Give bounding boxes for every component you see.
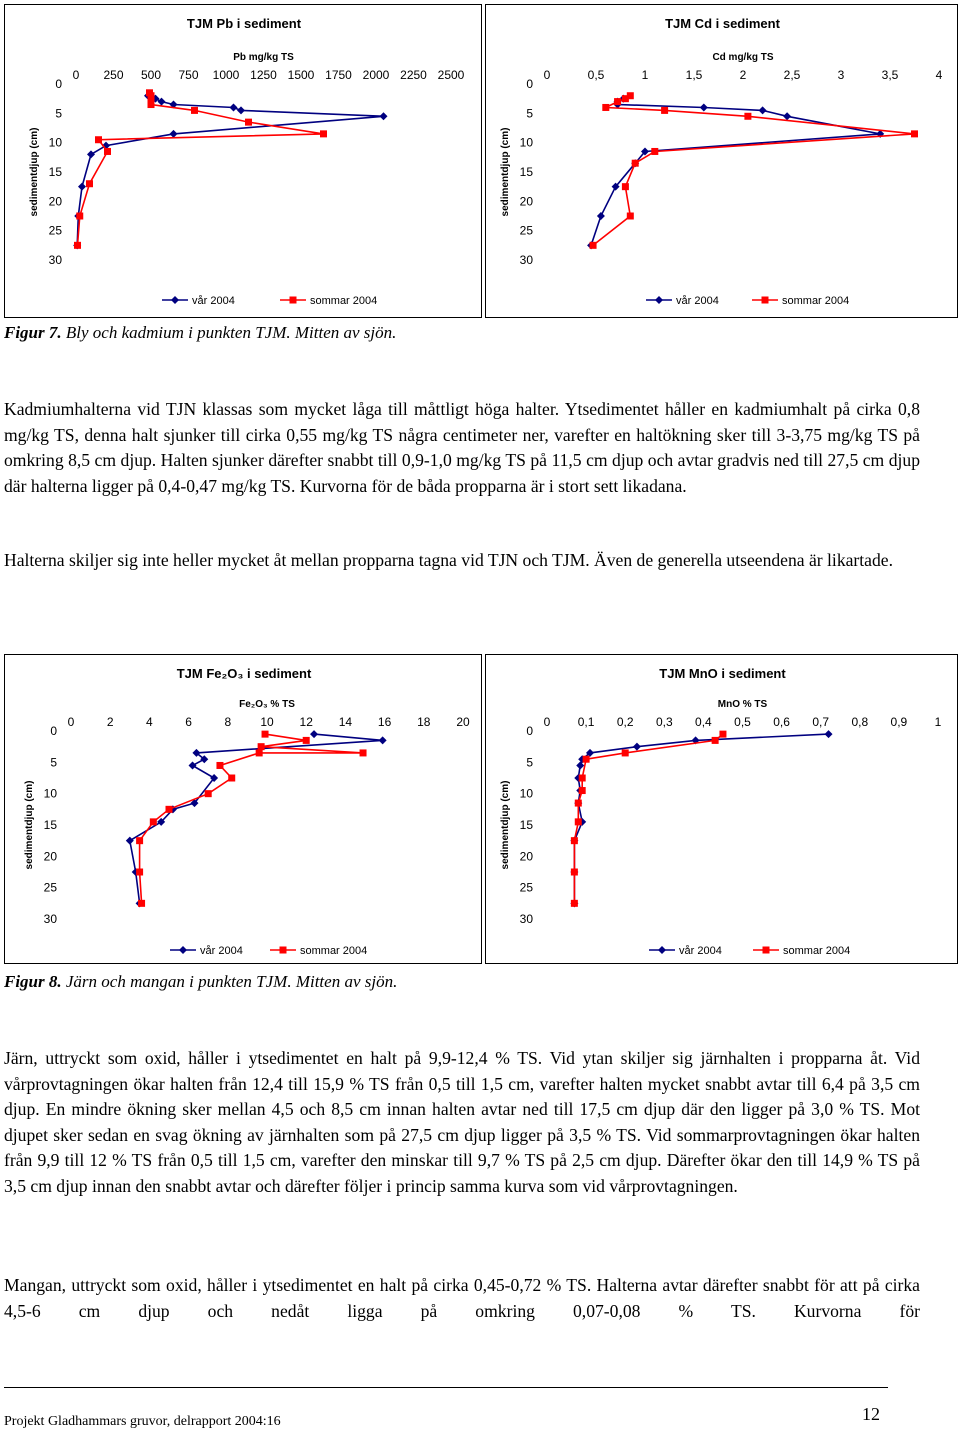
- x-axis-label: Pb mg/kg TS: [233, 52, 294, 63]
- data-point-sommar: [258, 743, 265, 750]
- x-tick-label: 0,4: [695, 715, 712, 729]
- figure-7-text: Bly och kadmium i punkten TJM. Mitten av sjön.: [65, 323, 397, 342]
- data-point-sommar: [911, 130, 918, 137]
- x-tick-label: 0,3: [655, 715, 673, 729]
- chart-title: TJM MnO i sediment: [659, 666, 786, 681]
- x-tick-label: 8: [224, 715, 232, 729]
- data-point-sommar: [622, 749, 629, 756]
- x-tick-label: 1000: [212, 68, 240, 82]
- chart-title: TJM Cd i sediment: [665, 16, 780, 31]
- y-tick-label: 10: [519, 135, 533, 150]
- x-tick-label: 0,6: [773, 715, 790, 729]
- data-point-sommar: [602, 104, 609, 111]
- chart-cd: [485, 4, 958, 318]
- y-tick-label: 15: [519, 818, 533, 832]
- data-point-var: [230, 103, 238, 111]
- legend-marker-sommar: [762, 297, 769, 304]
- x-tick-label: 2,5: [783, 68, 801, 82]
- x-tick-label: 0: [543, 68, 551, 82]
- y-tick-label: 20: [519, 194, 533, 209]
- x-tick-label: 4: [146, 715, 153, 729]
- y-tick-label: 15: [43, 818, 57, 832]
- y-tick-label: 25: [43, 880, 57, 895]
- x-tick-label: 1750: [325, 68, 352, 82]
- legend-marker-sommar: [290, 297, 297, 304]
- x-tick-label: 2000: [362, 68, 390, 82]
- x-tick-label: 0: [72, 68, 80, 82]
- data-point-sommar: [95, 136, 102, 143]
- x-tick-label: 14: [338, 715, 353, 729]
- data-point-sommar: [712, 737, 719, 744]
- y-tick-label: 30: [519, 912, 533, 926]
- footer-project: Projekt Gladhammars gruvor, delrapport 2004:16: [4, 1414, 281, 1429]
- data-point-var: [597, 212, 605, 220]
- y-tick-label: 5: [55, 106, 62, 121]
- x-tick-label: 10: [260, 715, 274, 729]
- y-tick-label: 0: [50, 724, 57, 738]
- y-tick-label: 15: [48, 165, 62, 179]
- x-axis-label: Cd mg/kg TS: [712, 52, 774, 63]
- x-tick-label: 1,5: [685, 68, 703, 82]
- y-tick-label: 10: [43, 786, 57, 801]
- chart-pb: [4, 4, 482, 318]
- data-point-sommar: [583, 756, 590, 763]
- x-tick-label: 1500: [287, 68, 315, 82]
- x-tick-label: 500: [140, 68, 162, 82]
- legend-marker-var: [658, 946, 666, 954]
- y-tick-label: 15: [519, 165, 533, 179]
- legend-label: vår 2004: [676, 295, 719, 307]
- data-point-var: [189, 761, 197, 769]
- y-tick-label: 20: [519, 849, 533, 864]
- figure-7-caption: [4, 323, 396, 343]
- y-tick-label: 30: [43, 912, 57, 926]
- series-line-sommar: [574, 734, 723, 903]
- y-tick-label: 30: [48, 253, 62, 267]
- x-tick-label: 0,1: [577, 715, 595, 729]
- x-tick-label: 1250: [250, 68, 277, 82]
- y-tick-label: 0: [526, 77, 533, 91]
- figure-8-label: Figur 8.: [4, 972, 62, 991]
- paragraph-mangan: Mangan, uttryckt som oxid, håller i ytsedimentet en halt på cirka 0,45-0,72 % TS. Halterna avtar därefter snabbt för att på cirka 4,5-6 cm djup och nedåt ligga på omkring 0,07-0,08 % TS. Kurvorna för: [4, 1275, 920, 1321]
- data-point-var: [380, 112, 388, 120]
- legend-label: sommar 2004: [310, 295, 378, 307]
- y-axis-label: sedimentdjup (cm): [29, 127, 40, 217]
- data-point-sommar: [632, 160, 639, 167]
- chart-mno: [485, 654, 958, 964]
- data-point-sommar: [651, 148, 658, 155]
- legend-marker-sommar: [763, 947, 770, 954]
- data-point-var: [379, 736, 387, 744]
- y-tick-label: 25: [48, 223, 62, 238]
- y-tick-label: 0: [526, 724, 533, 738]
- data-point-sommar: [320, 130, 327, 137]
- legend-label: sommar 2004: [782, 295, 850, 307]
- data-point-sommar: [575, 800, 582, 807]
- data-point-sommar: [744, 113, 751, 120]
- data-point-sommar: [136, 837, 143, 844]
- paragraph-kadmium: Kadmiumhalterna vid TJN klassas som mycket låga till måttligt höga halter. Ytsedimentet håller en kadmiumhalt på cirka 0,8 mg/kg TS, denna halt sjunker till cirka 0,55 mg/kg TS några centimeter ner, varefter en haltökning sker till 3-3,75 mg/kg TS på omkring 8,5 cm djup. Halten sjunker därefter snabbt till 0,9-1,0 mg/kg TS på 11,5 cm djup och avtar gradvis ned till 27,5 cm djup där halterna ligger på 0,4-0,47 mg/kg TS. Kurvorna för de båda propparna är i stort sett likadana.: [4, 399, 920, 496]
- x-tick-label: 16: [377, 715, 392, 729]
- data-point-sommar: [76, 213, 83, 220]
- data-point-var: [170, 130, 178, 138]
- data-point-sommar: [74, 242, 81, 249]
- legend-label: vår 2004: [200, 945, 243, 957]
- x-tick-label: 2: [739, 68, 747, 82]
- x-tick-label: 0,7: [812, 715, 830, 729]
- data-point-sommar: [150, 818, 157, 825]
- y-tick-label: 25: [519, 223, 533, 238]
- data-point-sommar: [579, 775, 586, 782]
- page-number: 12: [862, 1404, 880, 1424]
- y-tick-label: 5: [526, 755, 533, 770]
- x-tick-label: 6: [185, 715, 192, 729]
- data-point-sommar: [104, 148, 111, 155]
- x-tick-label: 2: [106, 715, 114, 729]
- data-point-sommar: [256, 749, 263, 756]
- data-point-sommar: [228, 775, 235, 782]
- data-point-sommar: [622, 95, 629, 102]
- legend-marker-var: [171, 296, 179, 304]
- data-point-sommar: [191, 107, 198, 114]
- data-point-sommar: [216, 762, 223, 769]
- x-tick-label: 2250: [400, 68, 427, 82]
- data-point-var: [310, 730, 318, 738]
- data-point-var: [126, 837, 134, 845]
- y-tick-label: 30: [519, 253, 533, 267]
- y-tick-label: 0: [55, 77, 62, 91]
- y-tick-label: 10: [519, 786, 533, 801]
- data-point-sommar: [303, 737, 310, 744]
- data-point-sommar: [138, 900, 145, 907]
- series-line-sommar: [593, 96, 914, 246]
- series-line-var: [130, 734, 383, 903]
- data-point-var: [633, 743, 641, 751]
- data-point-sommar: [205, 790, 212, 797]
- x-tick-label: 0: [543, 715, 551, 729]
- data-point-sommar: [661, 107, 668, 114]
- figure-8-text: Järn och mangan i punkten TJM. Mitten av sjön.: [65, 972, 398, 991]
- y-tick-label: 10: [48, 135, 62, 150]
- y-tick-label: 5: [526, 106, 533, 121]
- data-point-sommar: [86, 180, 93, 187]
- data-point-sommar: [571, 900, 578, 907]
- data-point-sommar: [136, 869, 143, 876]
- x-tick-label: 4: [935, 68, 943, 82]
- data-point-sommar: [571, 837, 578, 844]
- y-axis-label: sedimentdjup (cm): [500, 127, 511, 217]
- x-tick-label: 0,8: [851, 715, 869, 729]
- paragraph-jarn: Järn, uttryckt som oxid, håller i ytsedimentet en halt på 9,9-12,4 % TS. Vid ytan skiljer sig järnhalten i propparna åt. Vid vårprovtagningen ökar halten från 12,4 till 15,9 % TS från 0,5 till 1,5 cm, varefter halten mycket snabbt avtar till 6,4 på 3,5 cm djup. En mindre ökning sker mellan 4,5 och 8,5 cm innan halten avtar ned till 17,5 cm djup där den ligger på 3,0 % TS. Mot djupet sker sedan en svag ökning av järnhalten som på 27,5 cm djup ligger på 3,5 % TS. Vid sommarprovtagningen ökar halten från 9,9 till 12 % TS från 0,5 till 1,5 cm, varefter den minskar till 9,7 % TS på 2,5 cm djup. Därefter ökar den till 14,9 % TS på 3,5 cm djup innan den snabbt avtar och därefter följer i princip samma kurva som vid vårprovtagningen.: [4, 1048, 920, 1196]
- data-point-sommar: [166, 806, 173, 813]
- data-point-sommar: [571, 869, 578, 876]
- data-point-var: [825, 730, 833, 738]
- chart-fe2o3: [4, 654, 482, 964]
- figure-7-label: Figur 7.: [4, 323, 62, 342]
- data-point-sommar: [575, 818, 582, 825]
- x-axis-label: Fe₂O₃ % TS: [239, 699, 295, 710]
- y-tick-label: 25: [519, 880, 533, 895]
- chart-title: TJM Pb i sediment: [186, 16, 302, 31]
- data-point-sommar: [590, 242, 597, 249]
- figure-8-caption: [4, 972, 397, 992]
- x-tick-label: 0,2: [616, 715, 634, 729]
- x-axis-label: MnO % TS: [717, 699, 768, 710]
- x-tick-label: 0,5: [587, 68, 605, 82]
- data-point-sommar: [148, 101, 155, 108]
- x-tick-label: 750: [178, 68, 199, 82]
- y-axis-label: sedimentdjup (cm): [24, 780, 35, 870]
- x-tick-label: 1: [934, 715, 942, 729]
- data-point-var: [700, 103, 708, 111]
- x-tick-label: 20: [456, 715, 470, 729]
- x-tick-label: 12: [299, 715, 313, 729]
- data-point-var: [87, 150, 95, 158]
- legend-label: vår 2004: [679, 945, 722, 957]
- paragraph-halterna: Halterna skiljer sig inte heller mycket åt mellan propparna tagna vid TJN och TJM. Även de generella utseendena är likartade.: [4, 550, 893, 570]
- data-point-var: [759, 106, 767, 114]
- y-tick-label: 20: [43, 849, 57, 864]
- series-line-sommar: [78, 93, 324, 246]
- x-tick-label: 0,9: [890, 715, 908, 729]
- x-tick-label: 250: [103, 68, 124, 82]
- legend-marker-var: [179, 946, 187, 954]
- data-point-sommar: [614, 98, 621, 105]
- legend-marker-var: [655, 296, 663, 304]
- legend-marker-sommar: [280, 947, 287, 954]
- x-tick-label: 3: [837, 68, 845, 82]
- data-point-sommar: [719, 731, 726, 738]
- footer-rule: [4, 1387, 888, 1388]
- x-tick-label: 0,5: [734, 715, 751, 729]
- x-tick-label: 2500: [437, 68, 465, 82]
- data-point-sommar: [622, 183, 629, 190]
- data-point-sommar: [627, 213, 634, 220]
- data-point-var: [783, 112, 791, 120]
- series-line-var: [591, 99, 880, 246]
- x-tick-label: 3,5: [881, 68, 899, 82]
- legend-label: vår 2004: [192, 295, 235, 307]
- series-line-sommar: [140, 734, 363, 903]
- y-tick-label: 5: [50, 755, 57, 770]
- data-point-var: [78, 183, 86, 191]
- data-point-sommar: [360, 749, 367, 756]
- x-tick-label: 0: [67, 715, 75, 729]
- chart-title: TJM Fe₂O₃ i sediment: [176, 666, 312, 681]
- data-point-sommar: [245, 119, 252, 126]
- x-tick-label: 1: [641, 68, 649, 82]
- legend-label: sommar 2004: [783, 945, 851, 957]
- y-tick-label: 20: [48, 194, 62, 209]
- data-point-sommar: [262, 731, 269, 738]
- data-point-sommar: [579, 787, 586, 794]
- series-line-var: [574, 734, 828, 903]
- x-tick-label: 18: [417, 715, 431, 729]
- legend-label: sommar 2004: [300, 945, 368, 957]
- y-axis-label: sedimentdjup (cm): [500, 780, 511, 870]
- data-point-var: [237, 106, 245, 114]
